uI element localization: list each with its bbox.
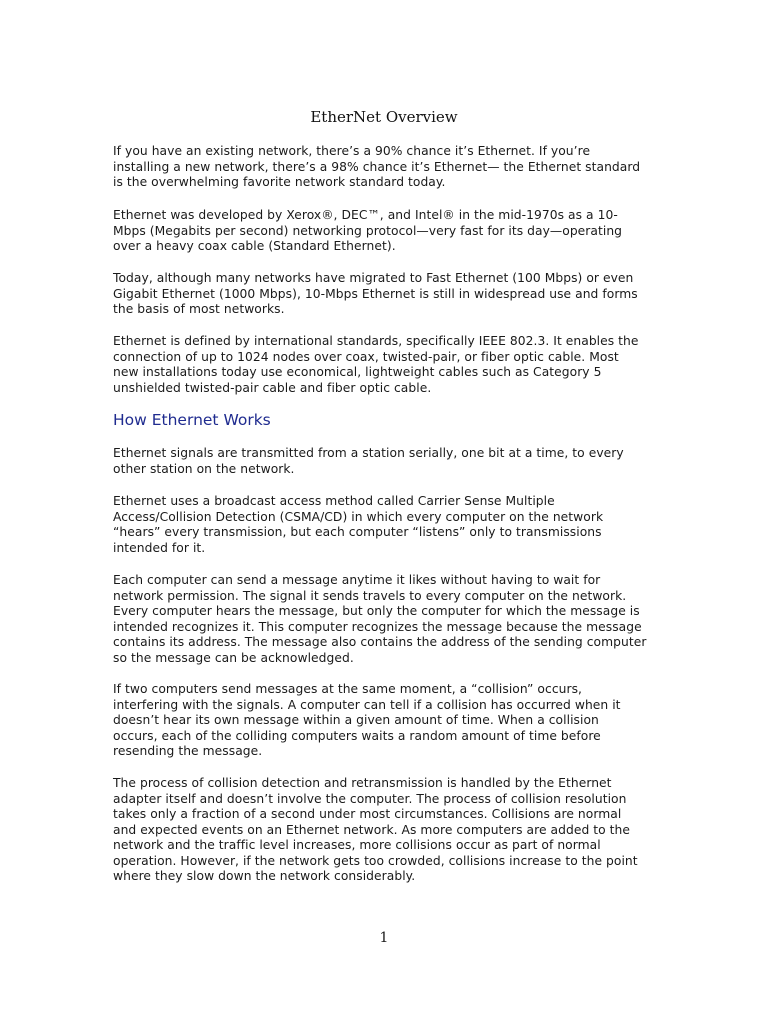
text-line: operation. However, if the network gets too crowded, collisions increase to the point	[113, 853, 638, 868]
text-line: Gigabit Ethernet (1000 Mbps), 10-Mbps Ethernet is still in widespread use and forms	[113, 286, 638, 301]
paragraph-section-5	[113, 776, 658, 885]
text-line: Ethernet was developed by Xerox®, DEC™, and Intel® in the mid-1970s as a 10-	[113, 208, 618, 222]
text-line: Access/Collision Detection (CSMA/CD) in which every computer on the network	[113, 509, 604, 524]
text-line: If you have an existing network, there’s a 90% chance it’s Ethernet. If you’re	[113, 144, 591, 158]
text-line: takes only a fraction of a second under most circumstances. Collisions are normal	[113, 807, 622, 821]
paragraph-section-3	[113, 573, 658, 666]
section-heading: How Ethernet Works	[113, 411, 271, 429]
text-line: Mbps (Megabits per second) networking protocol—very fast for its day—operating	[113, 223, 623, 238]
text-line: new installations today use economical, lightweight cables such as Category 5	[113, 365, 602, 379]
text-line: intended recognizes it. This computer recognizes the message because the message	[113, 619, 642, 634]
paragraph-intro-3	[113, 271, 658, 318]
paragraph-section-4	[113, 682, 658, 760]
text-line: connection of up to 1024 nodes over coax, twisted-pair, or fiber optic cable. Most	[113, 349, 619, 364]
paragraph-section-2	[113, 494, 658, 556]
text-line: the basis of most networks.	[113, 302, 285, 316]
text-line: is the overwhelming favorite network standard today.	[113, 175, 446, 189]
text-line: network permission. The signal it sends travels to every computer on the network.	[113, 588, 627, 603]
text-line: Ethernet is defined by international standards, specifically IEEE 802.3. It enables the	[113, 334, 639, 348]
text-line: Ethernet uses a broadcast access method called Carrier Sense Multiple	[113, 494, 555, 508]
text-line: The process of collision detection and retransmission is handled by the Ethernet	[113, 776, 612, 790]
text-line: adapter itself and doesn’t involve the computer. The process of collision resolution	[113, 791, 627, 806]
text-line: other station on the network.	[113, 461, 295, 476]
text-line: Each computer can send a message anytime it likes without having to wait for	[113, 573, 601, 587]
text-line: over a heavy coax cable (Standard Ethernet).	[113, 239, 396, 253]
paragraph-intro-2	[113, 208, 658, 255]
text-line: where they slow down the network considerably.	[113, 869, 416, 883]
text-line: Today, although many networks have migrated to Fast Ethernet (100 Mbps) or even	[113, 271, 634, 285]
text-line: doesn’t hear its own message within a given amount of time. When a collision	[113, 713, 599, 727]
text-line: “hears” every transmission, but each computer “listens” only to transmissions	[113, 525, 602, 539]
text-line: unshielded twisted-pair cable and fiber optic cable.	[113, 380, 432, 395]
text-line: resending the message.	[113, 744, 263, 758]
text-line: interfering with the signals. A computer can tell if a collision has occurred when it	[113, 697, 621, 712]
text-line: If two computers send messages at the same moment, a “collision” occurs,	[113, 682, 582, 696]
text-line: contains its address. The message also contains the address of the sending computer	[113, 635, 647, 649]
page-title: EtherNet Overview	[310, 108, 458, 126]
paragraph-section-1	[113, 446, 658, 477]
page-number: 1	[379, 930, 389, 946]
text-line: Ethernet signals are transmitted from a station serially, one bit at a time, to every	[113, 446, 624, 460]
paragraph-intro-1	[113, 144, 658, 191]
text-line: installing a new network, there’s a 98% chance it’s Ethernet— the Ethernet standard	[113, 159, 641, 174]
text-line: and expected events on an Ethernet network. As more computers are added to the	[113, 822, 631, 837]
paragraph-intro-4	[113, 334, 658, 396]
text-line: occurs, each of the colliding computers waits a random amount of time before	[113, 728, 601, 743]
text-line: so the message can be acknowledged.	[113, 650, 354, 665]
text-line: Every computer hears the message, but only the computer for which the message is	[113, 604, 640, 618]
text-line: intended for it.	[113, 540, 206, 555]
text-line: network and the traffic level increases, more collisions occur as part of normal	[113, 838, 601, 852]
